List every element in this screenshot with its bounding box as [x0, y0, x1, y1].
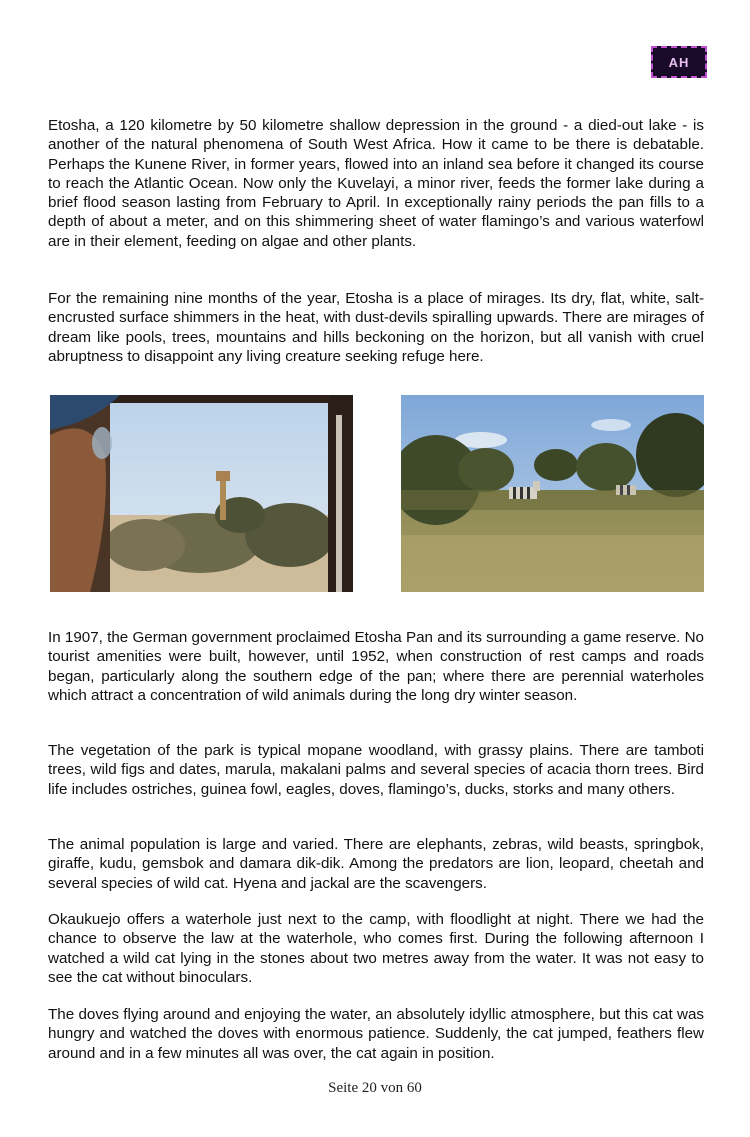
paragraph-cat-and-doves: The doves flying around and enjoying the water, an absolutely idyllic atmosphere, but this cat was hungry and watched the doves with enormous patience. Suddenly, the cat jumped, feathers flew around and in a few minutes all was over, the cat again in position.	[48, 1006, 704, 1062]
page-number: Seite 20 von 60	[328, 1080, 422, 1096]
paragraph-animal-population: The animal population is large and varied. There are elephants, zebras, wild beasts, springbok, giraffe, kudu, gemsbok and damara dik-dik. Among the predators are lion, leopard, cheetah and several species of wild cat. Hyena and jackal are the scavengers.	[48, 836, 704, 892]
paragraph-etosha-intro: Etosha, a 120 kilometre by 50 kilometre shallow depression in the ground - a died-out lake - is another of the natural phenomena of South West Africa. How it came to be there is debatable. Perhaps the Kunene River, in former years, flowed into an inland sea before it changed its course to reach the Atlantic Ocean. Now only the Kuvelayi, a minor river, feeds the former lake during a brief flood season lasting from February to April. In exceptionally rainy periods the pan fills to a depth of about a meter, and on this shimmering sheet of water flamingo’s and various waterfowl are in their element, feeding on algae and other plants.	[48, 117, 704, 250]
paragraph-game-reserve-history: In 1907, the German government proclaimed Etosha Pan and its surrounding a game reserve. No tourist amenities were built, however, until 1952, when construction of rest camps and roads began, particularly along the southern edge of the pan; where there are perennial waterholes which attract a concentration of wild animals during the long dry winter season.	[48, 629, 704, 704]
photo-zebras-grassland	[401, 395, 704, 592]
photo-giraffe-from-vehicle	[50, 395, 353, 592]
paragraph-mirages: For the remaining nine months of the year, Etosha is a place of mirages. Its dry, flat, white, salt-encrusted surface shimmers in the heat, with dust-devils spiralling upwards. There are mirages of dream like pools, trees, mountains and hills beckoning on the horizon, but all vanish with cruel abruptness to disappoint any living creature seeking refuge here.	[48, 290, 704, 365]
author-logo	[651, 46, 707, 78]
paragraph-okaukuejo-waterhole: Okaukuejo offers a waterhole just next to the camp, with floodlight at night. There we had the chance to observe the law at the waterhole, who comes first. During the following afternoon I watched a wild cat lying in the stones about two metres away from the water. It was not easy to see the cat without binoculars.	[48, 911, 704, 986]
logo-text: AH	[668, 54, 690, 70]
paragraph-vegetation: The vegetation of the park is typical mopane woodland, with grassy plains. There are tamboti trees, wild figs and dates, marula, makalani palms and several species of acacia thorn trees. Bird life includes ostriches, guinea fowl, eagles, doves, flamingo’s, ducks, storks and many others.	[48, 742, 704, 798]
